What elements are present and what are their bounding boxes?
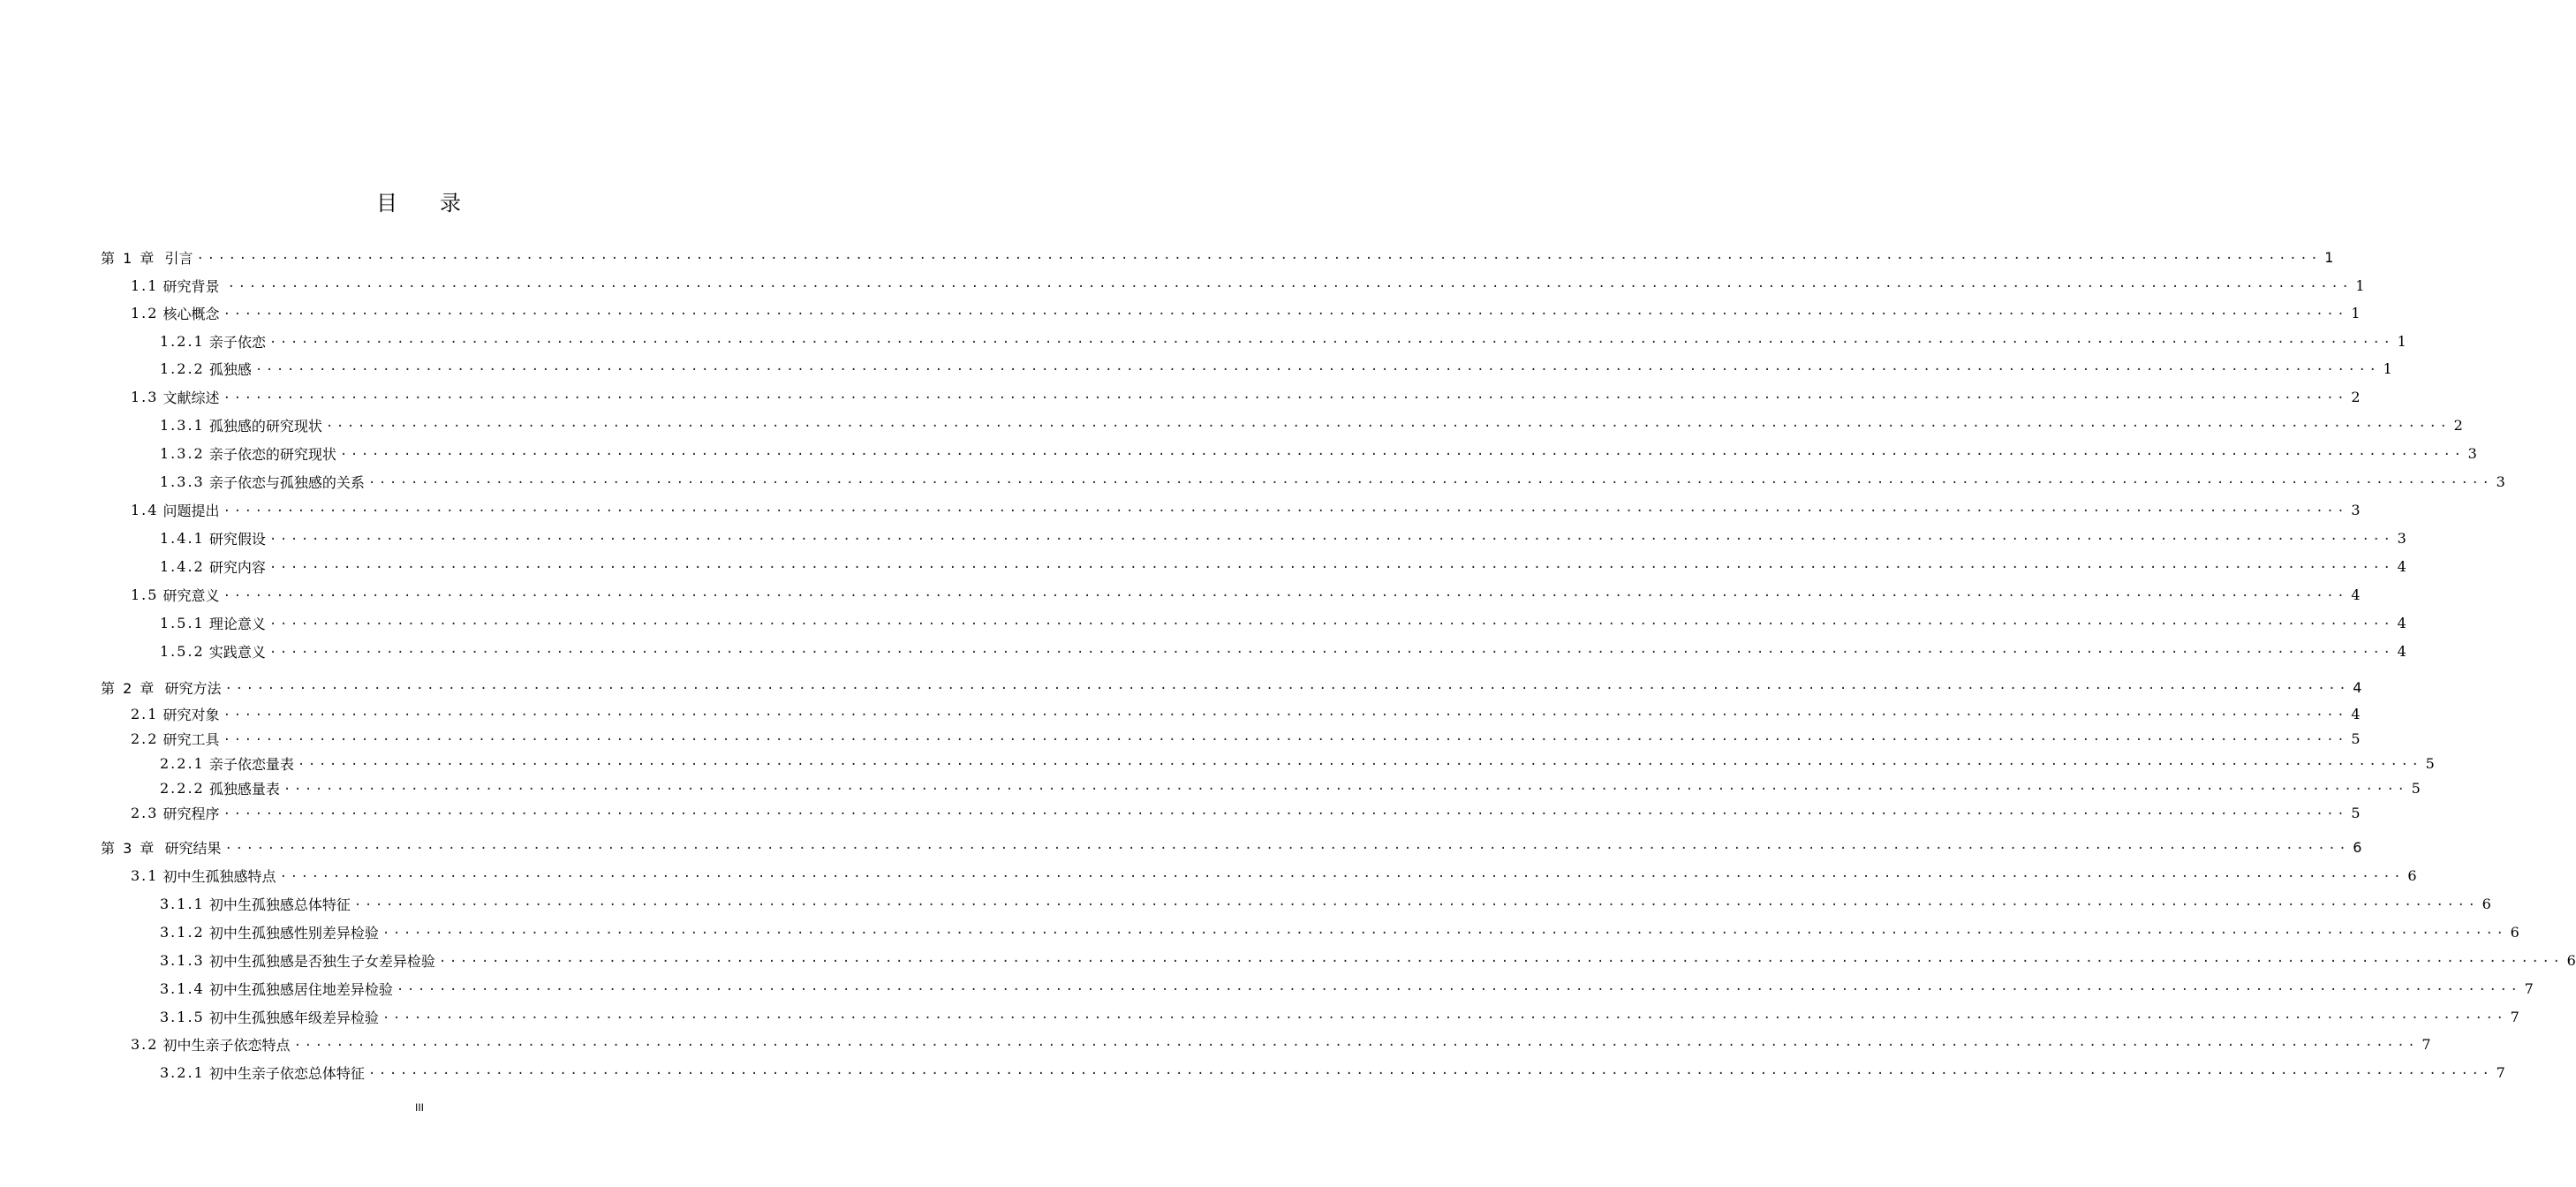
toc-entry[interactable] — [101, 1003, 2519, 1030]
toc-title-part2: 录 — [440, 191, 463, 215]
toc-entry-number: 3.1 — [131, 866, 159, 884]
toc-entry-spacer — [155, 679, 164, 696]
toc-entry-title: 理论意义 — [208, 615, 266, 632]
toc-entry-number: 1.4 — [131, 501, 159, 518]
toc-leader-dots: ........................................................................................................................................................................................................ — [293, 1035, 2419, 1049]
toc-entry-title: 初中生孤独感总体特征 — [208, 896, 351, 913]
toc-entry-page: 5 — [2425, 754, 2435, 772]
toc-entry[interactable] — [101, 355, 2392, 382]
toc-entry-title: 初中生孤独感性别差异检验 — [208, 924, 379, 941]
toc-entry-title: 核心概念 — [162, 305, 220, 322]
toc-entry-title: 研究方法 — [164, 679, 222, 697]
toc-entry-page: 5 — [2411, 779, 2421, 797]
toc-entry[interactable] — [101, 725, 2361, 752]
toc-leader-dots: ........................................................................................................................................................................................................ — [223, 388, 2348, 402]
toc-entry[interactable] — [101, 244, 2334, 270]
toc-entry-title: 研究内容 — [208, 558, 266, 576]
toc-entry-page: 1 — [2355, 276, 2365, 294]
toc-entry-number: 1.5.2 — [160, 642, 205, 660]
toc-entry-page: 1 — [2383, 359, 2392, 377]
toc-entry-title: 孤独感量表 — [208, 780, 280, 798]
toc-entry-page: 2 — [2351, 388, 2361, 405]
toc-entry-number: 1.3 — [131, 388, 159, 405]
toc-entry-page: 7 — [2524, 979, 2534, 997]
toc-entry-number: 2.2 — [131, 730, 159, 747]
toc-entry-number: 3.1.3 — [160, 951, 205, 969]
toc-entry[interactable] — [101, 919, 2519, 945]
toc-entry-page: 7 — [2421, 1035, 2431, 1053]
toc-leader-dots: ........................................................................................................................................................................................................ — [227, 276, 2353, 291]
toc-entry-page: 6 — [2407, 866, 2417, 884]
toc-entry-number: 3.1.4 — [160, 979, 205, 997]
page-number: III — [414, 1101, 424, 1114]
toc-entry-number: 1.5.1 — [160, 614, 205, 631]
toc-entry-number: 2.2.1 — [160, 754, 205, 772]
toc-entry[interactable] — [101, 609, 2406, 636]
toc-entry-title: 孤独感 — [208, 360, 252, 378]
toc-entry[interactable] — [101, 700, 2361, 727]
toc-leader-dots: ........................................................................................................................................................................................................ — [223, 586, 2348, 600]
toc-entry-title: 文献综述 — [162, 389, 220, 406]
toc-entry-page: 3 — [2397, 529, 2406, 547]
toc-leader-dots: ........................................................................................................................................................................................................ — [381, 923, 2507, 937]
toc-entry[interactable] — [101, 299, 2361, 326]
toc-entry-title: 研究对象 — [162, 706, 220, 723]
toc-entry-number: 1.3.2 — [160, 444, 205, 462]
toc-entry-page: 5 — [2351, 804, 2361, 821]
toc-title-part1: 目 — [376, 191, 399, 215]
toc-entry-page: 1 — [2351, 304, 2361, 321]
toc-entry-page: 4 — [2351, 586, 2361, 603]
toc-entry[interactable] — [101, 775, 2421, 801]
toc-entry-page: 6 — [2482, 895, 2491, 912]
toc-entry-page: 3 — [2496, 473, 2505, 490]
toc-entry[interactable] — [101, 525, 2406, 551]
toc-entry-number: 1.2.2 — [160, 359, 205, 377]
toc-entry[interactable] — [101, 975, 2534, 1002]
toc-leader-dots: ........................................................................................................................................................................................................ — [339, 444, 2465, 458]
toc-leader-dots: ........................................................................................................................................................................................................ — [353, 895, 2479, 909]
toc-entry[interactable] — [101, 383, 2361, 410]
toc-leader-dots: ........................................................................................................................................................................................................ — [223, 501, 2348, 515]
toc-entry-page: 4 — [2351, 705, 2361, 722]
toc-entry-number: 2.1 — [131, 705, 159, 722]
toc-entry-number: 1.5 — [131, 586, 159, 603]
toc-entry-spacer — [155, 249, 164, 266]
toc-entry-title: 问题提出 — [162, 502, 220, 519]
toc-entry-title: 研究假设 — [208, 530, 266, 548]
toc-entry-page: 6 — [2353, 838, 2362, 856]
toc-leader-dots: ........................................................................................................................................................................................................ — [223, 730, 2348, 744]
toc-entry[interactable] — [101, 638, 2406, 664]
toc-entry-number: 1.3.3 — [160, 473, 205, 490]
toc-entry-title: 孤独感的研究现状 — [208, 417, 322, 435]
toc-entry-title: 引言 — [164, 249, 193, 267]
toc-leader-dots: ........................................................................................................................................................................................................ — [223, 705, 2348, 719]
toc-entry[interactable] — [101, 674, 2362, 700]
toc-entry-number: 3.1.1 — [160, 895, 205, 912]
toc-entry-page: 7 — [2496, 1063, 2505, 1081]
toc-entry-title: 亲子依恋 — [208, 333, 266, 351]
toc-entry-number: 3.1.2 — [160, 923, 205, 941]
toc-leader-dots: ........................................................................................................................................................................................................ — [196, 248, 2322, 262]
toc-entry[interactable] — [101, 834, 2362, 860]
toc-entry-page: 5 — [2351, 730, 2361, 747]
toc-leader-dots: ........................................................................................................................................................................................................ — [268, 642, 2394, 656]
toc-entry-number: 第 3 章 — [101, 839, 156, 857]
toc-entry-page: 6 — [2510, 923, 2519, 941]
toc-entry-number: 1.2.1 — [160, 332, 205, 350]
toc-entry-number: 1.3.1 — [160, 416, 205, 434]
toc-entry[interactable] — [101, 581, 2361, 608]
toc-entry-title: 实践意义 — [208, 643, 266, 661]
toc-entry-title: 研究工具 — [162, 730, 220, 748]
toc-entry[interactable] — [101, 890, 2491, 917]
toc-entry-page: 4 — [2353, 678, 2362, 696]
toc-entry[interactable] — [101, 328, 2406, 354]
toc-entry-page: 4 — [2397, 614, 2406, 631]
toc-entry-title: 亲子依恋量表 — [208, 755, 294, 773]
toc-leader-dots: ........................................................................................................................................................................................................ — [297, 754, 2422, 768]
toc-entry[interactable] — [101, 947, 2576, 973]
toc-entry-number: 第 2 章 — [101, 679, 156, 697]
toc-entry-number: 3.1.5 — [160, 1008, 205, 1025]
toc-entry-number: 3.2.1 — [160, 1063, 205, 1081]
toc-entry[interactable] — [101, 750, 2435, 776]
toc-entry-page: 7 — [2510, 1008, 2519, 1025]
toc-leader-dots: ........................................................................................................................................................................................................ — [268, 529, 2394, 543]
toc-leader-dots: ........................................................................................................................................................................................................ — [268, 614, 2394, 628]
toc-entry[interactable] — [101, 862, 2417, 888]
toc-entry-page: 4 — [2397, 642, 2406, 660]
toc-leader-dots: ........................................................................................................................................................................................................ — [381, 1008, 2507, 1022]
toc-leader-dots: ........................................................................................................................................................................................................ — [254, 359, 2380, 374]
toc-leader-dots: ........................................................................................................................................................................................................ — [223, 304, 2348, 318]
toc-entry[interactable] — [101, 1059, 2505, 1085]
toc-entry-number: 2.3 — [131, 804, 159, 821]
toc-leader-dots: ........................................................................................................................................................................................................ — [325, 416, 2451, 430]
toc-entry-title: 初中生孤独感居住地差异检验 — [208, 980, 393, 998]
toc-entry-number: 2.2.2 — [160, 779, 205, 797]
toc-entry-page: 2 — [2453, 416, 2463, 434]
toc-entry[interactable] — [101, 553, 2406, 579]
toc-entry-title: 初中生孤独感特点 — [162, 867, 276, 885]
toc-entry-page: 4 — [2397, 557, 2406, 575]
toc-leader-dots: ........................................................................................................................................................................................................ — [224, 838, 2350, 852]
toc-leader-dots: ........................................................................................................................................................................................................ — [367, 473, 2493, 487]
toc-entry-page: 3 — [2351, 501, 2361, 518]
toc-leader-dots: ........................................................................................................................................................................................................ — [283, 779, 2408, 793]
toc-entry-page: 1 — [2324, 248, 2334, 266]
toc-entry-number: 3.2 — [131, 1035, 159, 1053]
toc-entry-title: 初中生亲子依恋总体特征 — [208, 1064, 365, 1082]
toc-entry-number: 1.4.2 — [160, 557, 205, 575]
toc-entry-title: 初中生孤独感年级差异检验 — [208, 1009, 379, 1026]
toc-entry-number: 1.2 — [131, 304, 159, 321]
toc-entry-number: 1.1 — [131, 276, 159, 294]
toc-leader-dots: ........................................................................................................................................................................................................ — [279, 866, 2405, 881]
toc-leader-dots: ........................................................................................................................................................................................................ — [438, 951, 2564, 965]
toc-entry[interactable] — [101, 412, 2463, 438]
toc-leader-dots: ........................................................................................................................................................................................................ — [268, 332, 2394, 346]
toc-title — [0, 185, 839, 216]
toc-entry-title: 研究背景 — [162, 277, 224, 295]
toc-entry[interactable] — [101, 1031, 2431, 1057]
toc-leader-dots: ........................................................................................................................................................................................................ — [224, 678, 2350, 692]
toc-leader-dots: ........................................................................................................................................................................................................ — [367, 1063, 2493, 1077]
toc-entry-title: 初中生孤独感是否独生子女差异检验 — [208, 952, 435, 970]
toc-entry-title: 亲子依恋的研究现状 — [208, 445, 336, 463]
toc-entry-page: 1 — [2397, 332, 2406, 350]
toc-entry-title: 亲子依恋与孤独感的关系 — [208, 473, 365, 491]
toc-entry[interactable] — [101, 468, 2505, 495]
toc-entry[interactable] — [101, 496, 2361, 523]
toc-entry-title: 初中生亲子依恋特点 — [162, 1036, 291, 1054]
toc-entry-page: 3 — [2467, 444, 2477, 462]
toc-leader-dots: ........................................................................................................................................................................................................ — [396, 979, 2521, 994]
toc-entry-title: 研究程序 — [162, 805, 220, 822]
toc-entry[interactable] — [101, 272, 2365, 299]
toc-entry-title: 研究意义 — [162, 586, 220, 604]
toc-leader-dots: ........................................................................................................................................................................................................ — [223, 804, 2348, 818]
toc-entry-spacer — [155, 839, 164, 856]
toc-entry-number: 第 1 章 — [101, 249, 156, 267]
toc-entry[interactable] — [101, 440, 2477, 466]
toc-leader-dots: ........................................................................................................................................................................................................ — [268, 557, 2394, 571]
toc-entry-title: 研究结果 — [164, 839, 222, 857]
toc-entry-page: 6 — [2566, 951, 2576, 969]
toc-entry[interactable] — [101, 799, 2361, 826]
toc-entry-number: 1.4.1 — [160, 529, 205, 547]
